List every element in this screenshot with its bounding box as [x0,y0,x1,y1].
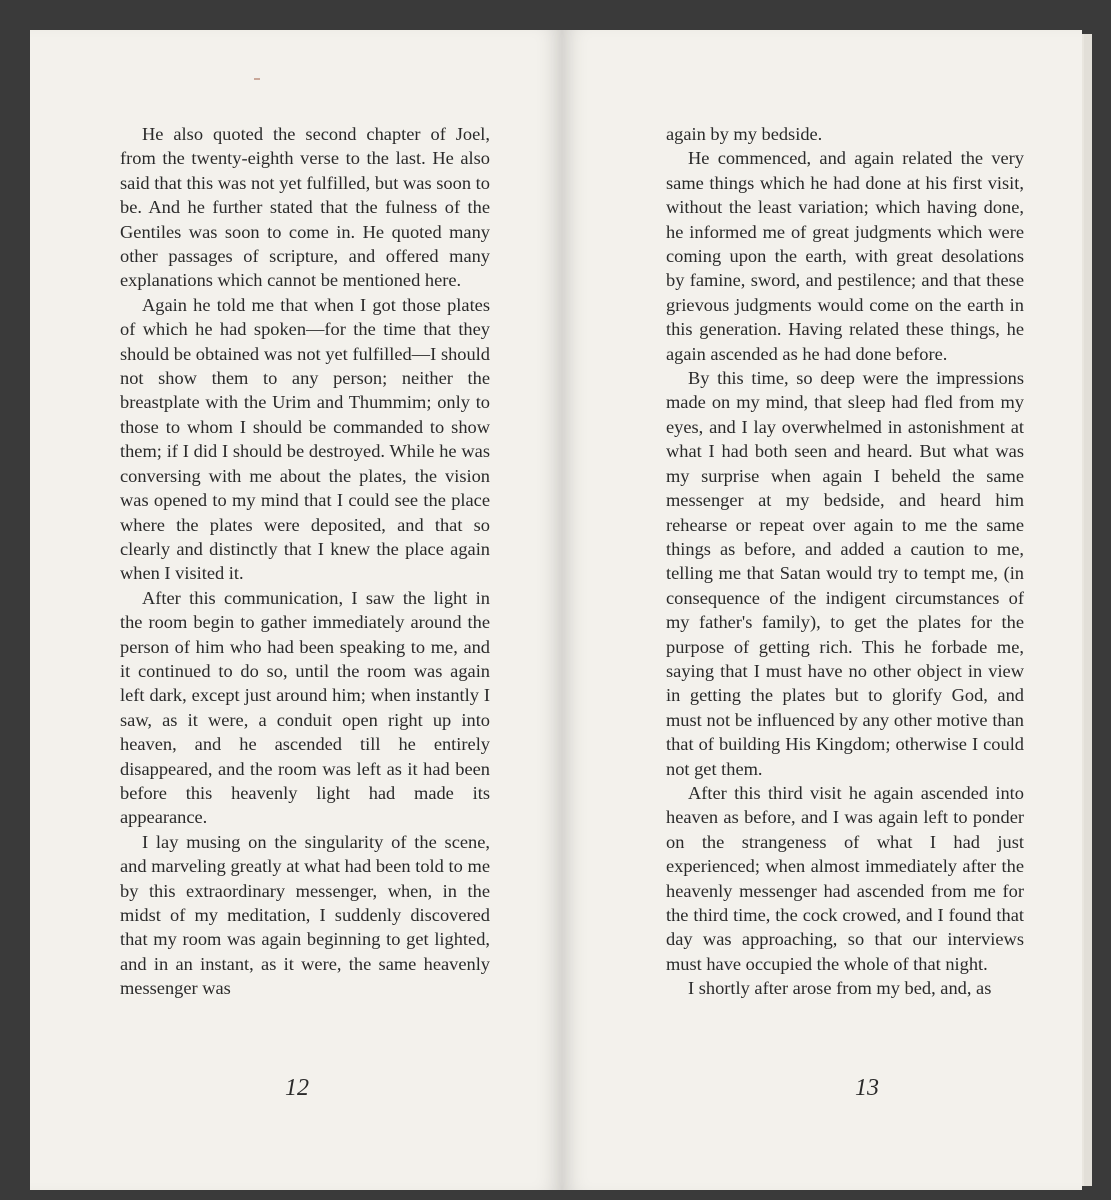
booklet-spread [30,30,1100,1190]
right-page [562,30,1082,1190]
paragraph: I shortly after arose from my bed, and, as [688,978,992,999]
page-number: 12 [285,1075,309,1101]
right-page-text [666,122,1024,1001]
page-number: 13 [855,1075,879,1101]
continuation-line: again by my bedside. [666,124,823,144]
paragraph: Again he told me that when I got those plates of which he had spoken—for the time that they should be obtained was not yet fulfilled—I should not show them to any person; neither the breastplate with the Urim and Thummim; only to those to whom I should be commanded to show them; if I did I should be destroyed. While he was conversing with me about the plates, the vision was opened to my mind that I could see the place where the plates were deposited, and that so clearly and distinctly that I knew the place again when I visited it. [120,294,490,584]
ink-mark [254,78,260,80]
paragraph: He also quoted the second chapter of Joel, from the twenty-eighth verse to the last. He also said that this was not yet fulfilled, but was soon to be. And he further stated that the fulness of the Gentiles was soon to come in. He quoted many other passages of scripture, and offered many explanations which cannot be mentioned here. [120,124,490,291]
paragraph: After this third visit he again ascended into heaven as before, and I was again left to ponder on the strangeness of what I had just experienced; when almost immediately after the heavenly messenger had ascended from me for the third time, the cock crowed, and I found that day was approaching, so that our interviews must have occupied the whole of that night. [666,782,1024,974]
page-edge [1084,34,1092,1186]
paragraph: By this time, so deep were the impressions made on my mind, that sleep had fled from my eyes, and I lay overwhelmed in astonishment at what I had both seen and heard. But what was my surprise when again I beheld the same messenger at my bedside, and heard him rehearse or repeat over again to me the same things as before, and added a caution to me, telling me that Satan would try to tempt me, (in consequence of the indigent circumstances of my father's family), to get the plates for the purpose of getting rich. This he forbade me, saying that I must have no other object in view in getting the plates but to glorify God, and must not be influenced by any other motive than that of building His Kingdom; otherwise I could not get them. [666,368,1024,779]
paragraph: He commenced, and again related the very same things which he had done at his first visit, without the least variation; which having done, he informed me of great judgments which were coming upon the earth, with great desolations by famine, sword, and pestilence; and that these grievous judgments would come on the earth in this generation. Having related these things, he again ascended as he had done before. [666,148,1024,364]
paragraph: After this communication, I saw the light in the room begin to gather immediately around the person of him who had been speaking to me, and it continued to do so, until the room was again left dark, except just around him; when instantly I saw, as it were, a conduit open right up into heaven, and he ascended till he entirely disappeared, and the room was left as it had been before this heavenly light had made its appearance. [120,587,490,828]
left-page [30,30,562,1190]
paragraph: I lay musing on the singularity of the scene, and marveling greatly at what had been told to me by this extraordinary messenger, when, in the midst of my meditation, I suddenly discovered that my room was again beginning to get lighted, and in an instant, as it were, the same heavenly messenger was [120,831,490,999]
left-page-text [120,122,490,1001]
